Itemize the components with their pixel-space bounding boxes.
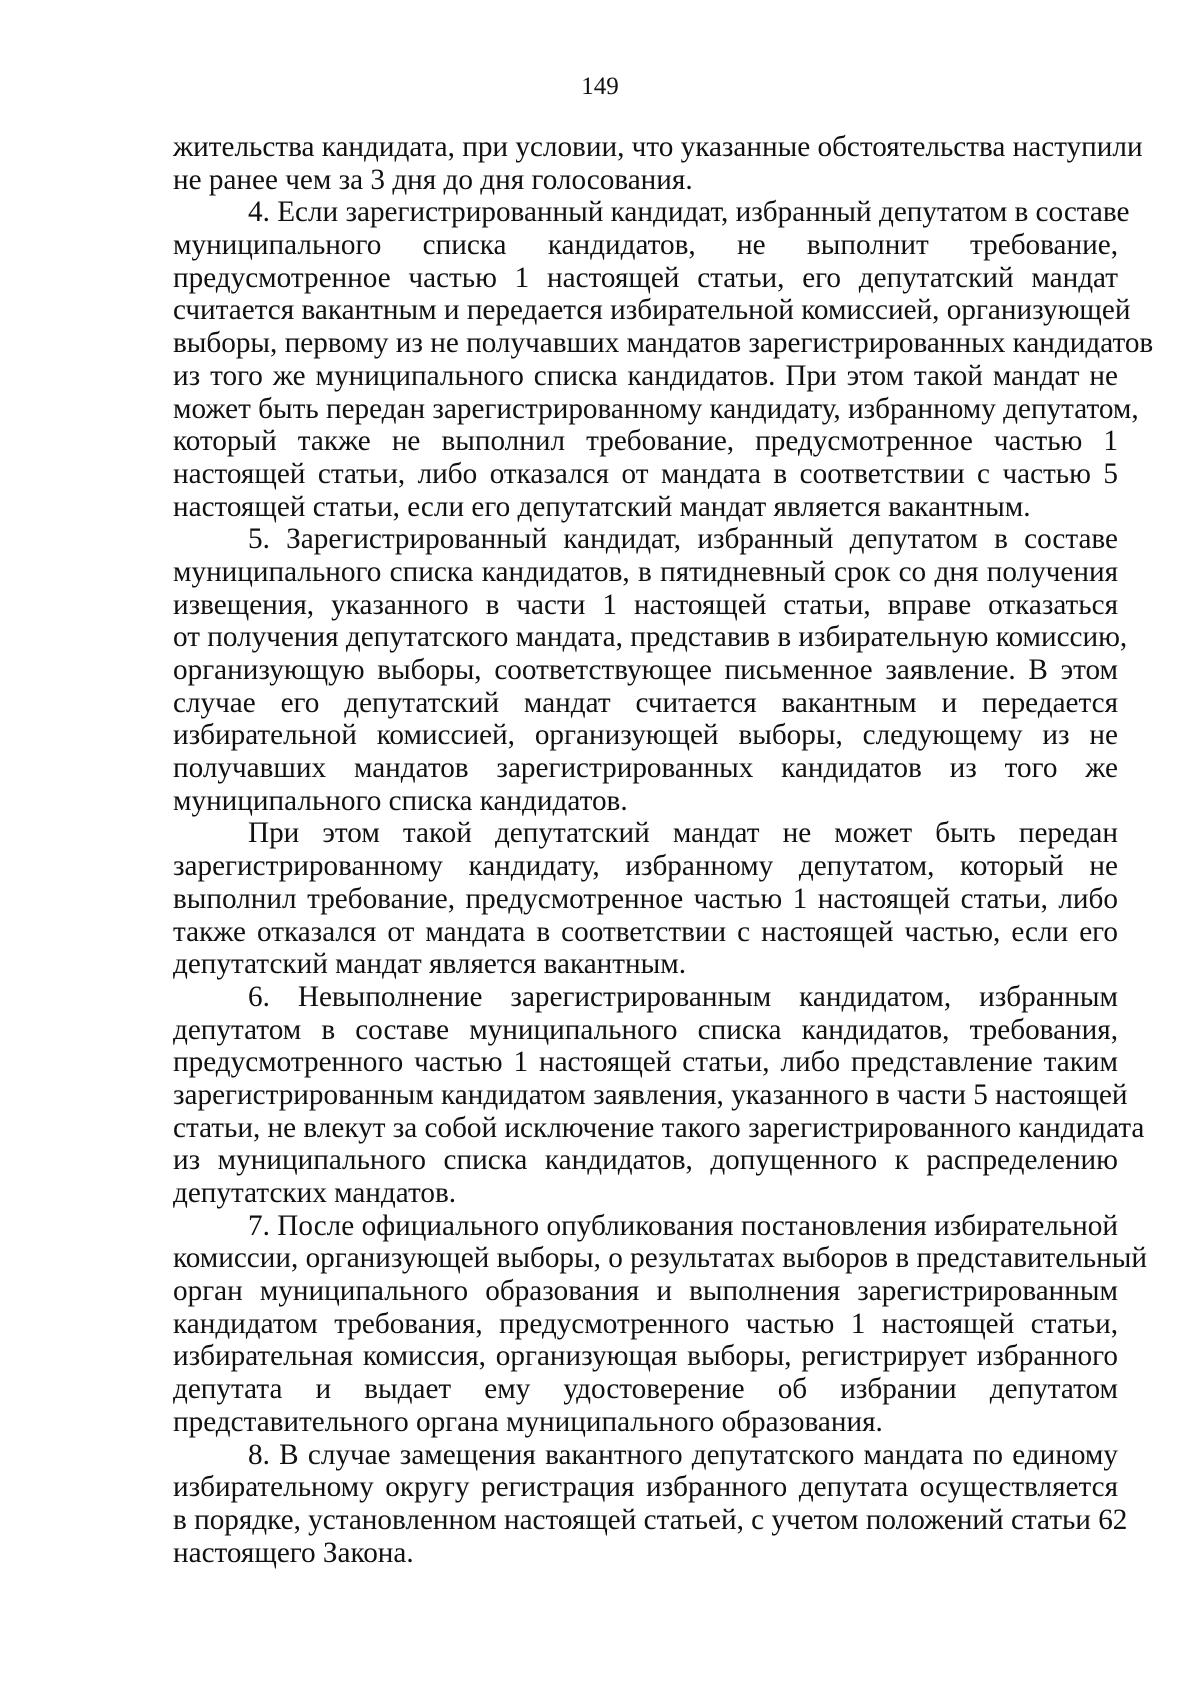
text-line: может быть передан зарегистрированному кандидату, избранному депутатом,	[173, 392, 1139, 425]
text-line: представительного органа муниципального образования.	[173, 1405, 883, 1438]
page-number: 149	[581, 73, 619, 100]
text-line: муниципального списка кандидатов, не выполнит требование,	[173, 229, 1118, 262]
text-line: депутатом в составе муниципального списка кандидатов, требования,	[173, 1013, 1118, 1046]
text-line: организующую выборы, соответствующее письменное заявление. В этом	[173, 654, 1118, 686]
text-line: выборы, первому из не получавших мандатов зарегистрированных кандидатов	[173, 327, 1154, 360]
text-line: от получения депутатского мандата, представив в избирательную комиссию,	[173, 621, 1128, 654]
text-line: депутатский мандат является вакантным.	[173, 948, 687, 981]
text-line: кандидатом требования, предусмотренного частью 1 настоящей статьи,	[173, 1307, 1118, 1340]
text-line: не ранее чем за 3 дня до дня голосования.	[173, 163, 693, 196]
text-line: 8. В случае замещения вакантного депутатского мандата по единому	[248, 1438, 1118, 1471]
text-line: муниципального списка кандидатов.	[173, 784, 628, 817]
text-line: депутата и выдает ему удостоверение об избрании депутатом	[173, 1373, 1118, 1406]
text-line: настоящей статьи, либо отказался от мандата в соответствии с частью 5	[173, 457, 1118, 490]
text-line: случае его депутатский мандат считается вакантным и передается	[173, 686, 1118, 719]
text-line: из муниципального списка кандидатов, допущенного к распределению	[173, 1144, 1118, 1177]
text-line: 6. Невыполнение зарегистрированным кандидатом, избранным	[248, 980, 1118, 1013]
text-line: зарегистрированным кандидатом заявления, указанного в части 5 настоящей	[173, 1078, 1128, 1111]
text-line: 7. После официального опубликования постановления избирательной	[248, 1209, 1118, 1242]
text-line: выполнил требование, предусмотренное частью 1 настоящей статьи, либо	[173, 882, 1118, 915]
text-line: зарегистрированному кандидату, избранному депутатом, который не	[173, 850, 1118, 883]
text-line: избирательная комиссия, организующая выборы, регистрирует избранного	[173, 1340, 1118, 1373]
text-line: жительства кандидата, при условии, что указанные обстоятельства наступили	[173, 131, 1143, 163]
text-line: настоящей статьи, если его депутатский мандат является вакантным.	[173, 490, 1031, 523]
text-line: предусмотренное частью 1 настоящей статьи, его депутатский мандат	[173, 261, 1118, 294]
text-line: При этом такой депутатский мандат не может быть передан	[248, 817, 1118, 850]
text-line: статьи, не влекут за собой исключение такого зарегистрированного кандидата	[173, 1111, 1145, 1144]
text-line: избирательной комиссией, организующей выборы, следующему из не	[173, 719, 1118, 752]
text-line: настоящего Закона.	[173, 1536, 414, 1569]
text-line: из того же муниципального списка кандидатов. При этом такой мандат не	[173, 359, 1118, 392]
text-line: предусмотренного частью 1 настоящей статьи, либо представление таким	[173, 1046, 1118, 1079]
text-line: получавших мандатов зарегистрированных кандидатов из того же	[173, 752, 1118, 785]
text-line: в порядке, установленном настоящей статьей, с учетом положений статьи 62	[173, 1503, 1128, 1536]
text-line: муниципального списка кандидатов, в пятидневный срок со дня получения	[173, 555, 1118, 588]
text-line: 5. Зарегистрированный кандидат, избранный депутатом в составе	[248, 523, 1118, 556]
text-line: комиссии, организующей выборы, о результатах выборов в представительный	[173, 1242, 1147, 1275]
text-line: избирательному округу регистрация избранного депутата осуществляется	[173, 1471, 1118, 1504]
text-line: орган муниципального образования и выполнения зарегистрированным	[173, 1275, 1118, 1308]
text-line: 4. Если зарегистрированный кандидат, избранный депутатом в составе	[248, 196, 1130, 229]
text-line: депутатских мандатов.	[173, 1177, 457, 1209]
text-line: извещения, указанного в части 1 настоящей статьи, вправе отказаться	[173, 588, 1118, 621]
text-line: который также не выполнил требование, предусмотренное частью 1	[173, 425, 1118, 458]
text-line: также отказался от мандата в соответствии с настоящей частью, если его	[173, 915, 1118, 948]
text-line: считается вакантным и передается избирательной комиссией, организующей	[173, 294, 1131, 327]
body-text	[173, 131, 1154, 1569]
